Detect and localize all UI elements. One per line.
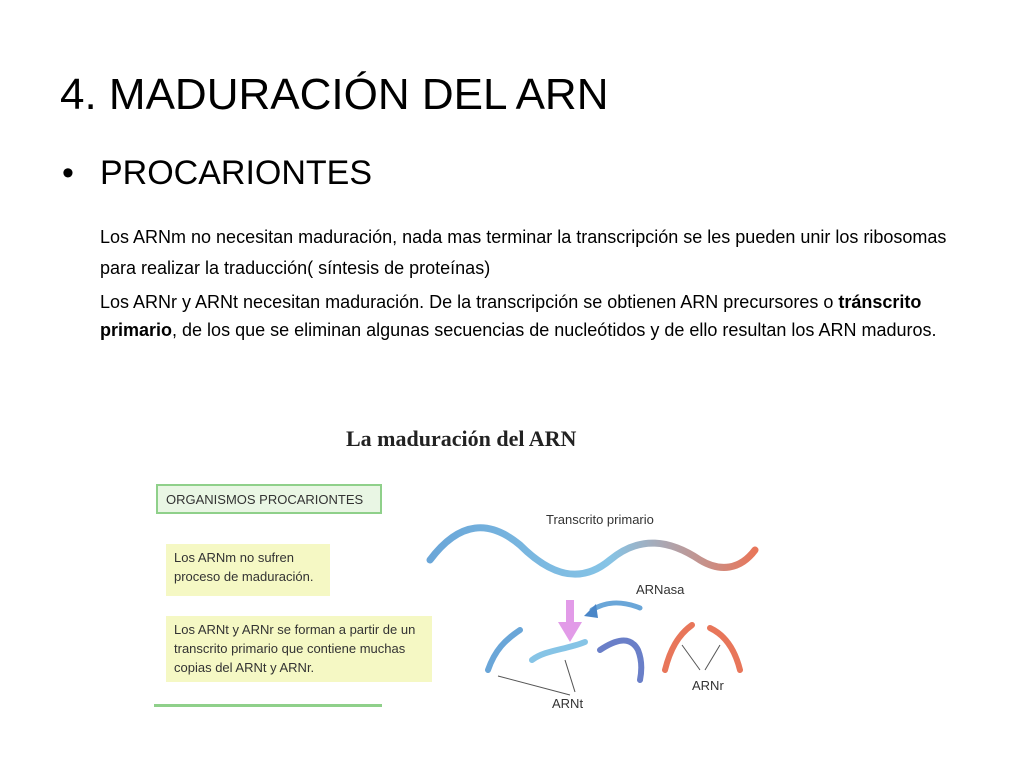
paragraph-arnm: Los ARNm no necesitan maduración, nada mas terminar la transcripción se les pueden unir los ribosomas para realizar la traducción( síntesis de proteínas) — [100, 227, 947, 278]
bullet-procariontes — [62, 152, 372, 194]
rna-diagram-illustration — [420, 500, 780, 720]
figure-title: La maduración del ARN — [346, 426, 577, 451]
label-transcrito-primario: Transcrito primario — [546, 512, 654, 527]
label-arnasa: ARNasa — [636, 582, 685, 597]
label-arnt: ARNt — [552, 696, 584, 711]
maturation-figure — [150, 420, 790, 720]
paragraph-arnr-arnt — [100, 288, 960, 344]
label-arnr: ARNr — [692, 678, 724, 693]
paragraph2-text-start: Los ARNr y ARNt necesitan maduración. De la transcripción se obtienen ARN precursores o — [100, 292, 839, 312]
primary-transcript-strand — [430, 528, 755, 574]
arnr-fragment-2 — [710, 628, 740, 670]
bullet-label: PROCARIONTES — [100, 154, 373, 192]
slide-title: 4. MADURACIÓN DEL ARN — [60, 70, 609, 119]
arnasa-arrow-icon — [592, 603, 640, 610]
arnr-fragment-1 — [665, 625, 692, 670]
arnasa-arrowhead-icon — [584, 604, 598, 618]
arnt-fragment-2 — [532, 642, 585, 660]
bullet-dot-icon: • — [62, 154, 74, 192]
figure-header-box: ORGANISMOS PROCARIONTES — [156, 484, 382, 514]
down-arrow-head-icon — [558, 622, 582, 642]
arnt-fragment-3 — [600, 641, 641, 680]
figure-box-arnt-arnr: Los ARNt y ARNr se forman a partir de un transcrito primario que contiene muchas copias del ARNt y ARNr. — [166, 616, 432, 682]
paragraph2-bold-term: tránscrito primario — [100, 292, 922, 340]
figure-box-arnm: Los ARNm no sufren proceso de maduración. — [166, 544, 330, 596]
arnt-fragment-1 — [488, 630, 520, 670]
paragraph2-text-end: , de los que se eliminan algunas secuencias de nucleótidos y de ello resultan los ARN maduros. — [172, 320, 937, 340]
down-arrow-shaft-icon — [566, 600, 574, 624]
figure-bottom-divider — [154, 704, 382, 707]
